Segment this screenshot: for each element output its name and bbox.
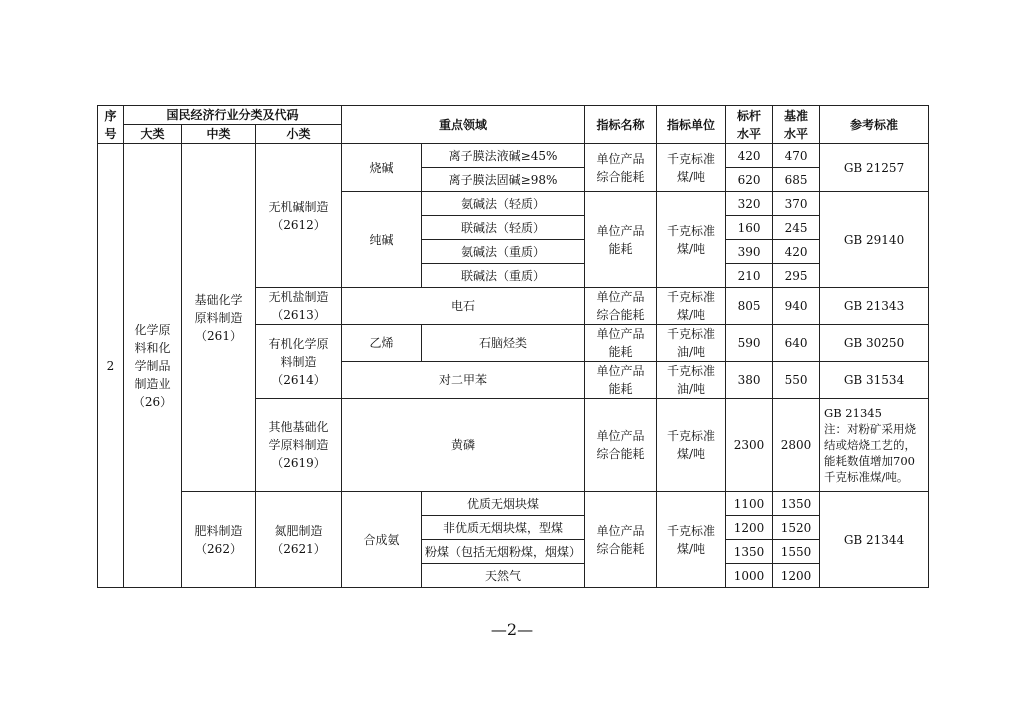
indicator-name-cell: 单位产品 能耗 <box>585 325 657 362</box>
table-row <box>98 144 929 168</box>
baseline-cell: 550 <box>773 362 820 399</box>
benchmark-cell: 210 <box>726 264 773 288</box>
baseline-cell: 370 <box>773 192 820 216</box>
focus-field-cell: 联碱法（重质） <box>422 264 585 288</box>
baseline-cell: 1350 <box>773 492 820 516</box>
benchmark-cell: 2300 <box>726 399 773 492</box>
soda-ash-cell: 纯碱 <box>342 192 422 288</box>
benchmark-cell: 620 <box>726 168 773 192</box>
minor-class-header: 小类 <box>256 125 342 144</box>
reference-standard-cell: GB 30250 <box>820 325 929 362</box>
middle-class-header: 中类 <box>182 125 256 144</box>
benchmark-cell: 380 <box>726 362 773 399</box>
reference-standard-cell: GB 31534 <box>820 362 929 399</box>
seq-header: 序 号 <box>98 106 124 144</box>
indicator-name-cell: 单位产品 综合能耗 <box>585 288 657 325</box>
benchmark-cell: 1000 <box>726 564 773 588</box>
reference-standard-cell: GB 29140 <box>820 192 929 288</box>
indicator-unit-cell: 千克标准 煤/吨 <box>657 192 726 288</box>
baseline-cell: 1550 <box>773 540 820 564</box>
focus-field-cell: 联碱法（轻质） <box>422 216 585 240</box>
reference-standard-cell: GB 21343 <box>820 288 929 325</box>
benchmark-cell: 1350 <box>726 540 773 564</box>
indicator-unit-cell: 千克标准 煤/吨 <box>657 288 726 325</box>
indicator-unit-cell: 千克标准 油/吨 <box>657 325 726 362</box>
benchmark-cell: 1200 <box>726 516 773 540</box>
baseline-cell: 1520 <box>773 516 820 540</box>
benchmark-cell: 420 <box>726 144 773 168</box>
benchmark-cell: 160 <box>726 216 773 240</box>
focus-field-cell: 粉煤（包括无烟粉煤，烟煤） <box>422 540 585 564</box>
benchmark-header: 标杆 水平 <box>726 106 773 144</box>
minor-class-2621-cell: 氮肥制造 （2621） <box>256 492 342 588</box>
focus-field-cell: 氨碱法（轻质） <box>422 192 585 216</box>
focus-field-cell: 非优质无烟块煤，型煤 <box>422 516 585 540</box>
focus-field-cell: 离子膜法固碱≥98% <box>422 168 585 192</box>
industry-classification-header: 国民经济行业分类及代码 <box>124 106 342 125</box>
baseline-cell: 640 <box>773 325 820 362</box>
indicator-name-cell: 单位产品 综合能耗 <box>585 144 657 192</box>
header-row-1 <box>98 106 929 125</box>
minor-class-2619-cell: 其他基础化 学原料制造 （2619） <box>256 399 342 492</box>
minor-class-2613-cell: 无机盐制造 （2613） <box>256 288 342 325</box>
focus-field-cell: 石脑烃类 <box>422 325 585 362</box>
indicator-name-cell: 单位产品 综合能耗 <box>585 492 657 588</box>
baseline-header: 基准 水平 <box>773 106 820 144</box>
major-class-header: 大类 <box>124 125 182 144</box>
benchmark-cell: 390 <box>726 240 773 264</box>
baseline-cell: 2800 <box>773 399 820 492</box>
baseline-cell: 295 <box>773 264 820 288</box>
baseline-cell: 940 <box>773 288 820 325</box>
indicator-unit-cell: 千克标准 煤/吨 <box>657 144 726 192</box>
minor-class-2614-cell: 有机化学原 料制造 （2614） <box>256 325 342 399</box>
focus-field-cell: 氨碱法（重质） <box>422 240 585 264</box>
baseline-cell: 245 <box>773 216 820 240</box>
focus-field-cell: 对二甲苯 <box>342 362 585 399</box>
focus-field-cell: 天然气 <box>422 564 585 588</box>
focus-field-cell: 黄磷 <box>342 399 585 492</box>
indicator-name-cell: 单位产品 能耗 <box>585 362 657 399</box>
baseline-cell: 1200 <box>773 564 820 588</box>
reference-standard-header: 参考标准 <box>820 106 929 144</box>
indicator-name-cell: 单位产品 综合能耗 <box>585 399 657 492</box>
middle-class-262-cell: 肥料制造 （262） <box>182 492 256 588</box>
benchmark-cell: 805 <box>726 288 773 325</box>
baseline-cell: 470 <box>773 144 820 168</box>
focus-field-cell: 电石 <box>342 288 585 325</box>
middle-class-261-cell: 基础化学 原料制造 （261） <box>182 144 256 492</box>
synthetic-ammonia-cell: 合成氨 <box>342 492 422 588</box>
indicator-unit-cell: 千克标准 油/吨 <box>657 362 726 399</box>
reference-standard-cell: GB 21257 <box>820 144 929 192</box>
indicator-unit-header: 指标单位 <box>657 106 726 144</box>
table-row <box>98 492 929 516</box>
seq-cell: 2 <box>98 144 124 588</box>
indicator-name-header: 指标名称 <box>585 106 657 144</box>
reference-standard-cell: GB 21344 <box>820 492 929 588</box>
caustic-soda-cell: 烧碱 <box>342 144 422 192</box>
benchmark-cell: 590 <box>726 325 773 362</box>
indicator-unit-cell: 千克标准 煤/吨 <box>657 399 726 492</box>
indicator-name-cell: 单位产品 能耗 <box>585 192 657 288</box>
focus-field-cell: 优质无烟块煤 <box>422 492 585 516</box>
focus-field-header: 重点领域 <box>342 106 585 144</box>
baseline-cell: 420 <box>773 240 820 264</box>
reference-standard-note-cell: GB 21345 注：对粉矿采用烧结或焙烧工艺的，能耗数值增加700千克标准煤/吨。 <box>820 399 929 492</box>
benchmark-cell: 320 <box>726 192 773 216</box>
benchmark-cell: 1100 <box>726 492 773 516</box>
indicator-unit-cell: 千克标准 煤/吨 <box>657 492 726 588</box>
minor-class-2612-cell: 无机碱制造 （2612） <box>256 144 342 288</box>
ethylene-cell: 乙烯 <box>342 325 422 362</box>
baseline-cell: 685 <box>773 168 820 192</box>
energy-benchmark-table <box>97 105 929 588</box>
focus-field-cell: 离子膜法液碱≥45% <box>422 144 585 168</box>
page-number: —2— <box>490 620 534 639</box>
major-class-cell: 化学原 料和化 学制品 制造业 （26） <box>124 144 182 588</box>
